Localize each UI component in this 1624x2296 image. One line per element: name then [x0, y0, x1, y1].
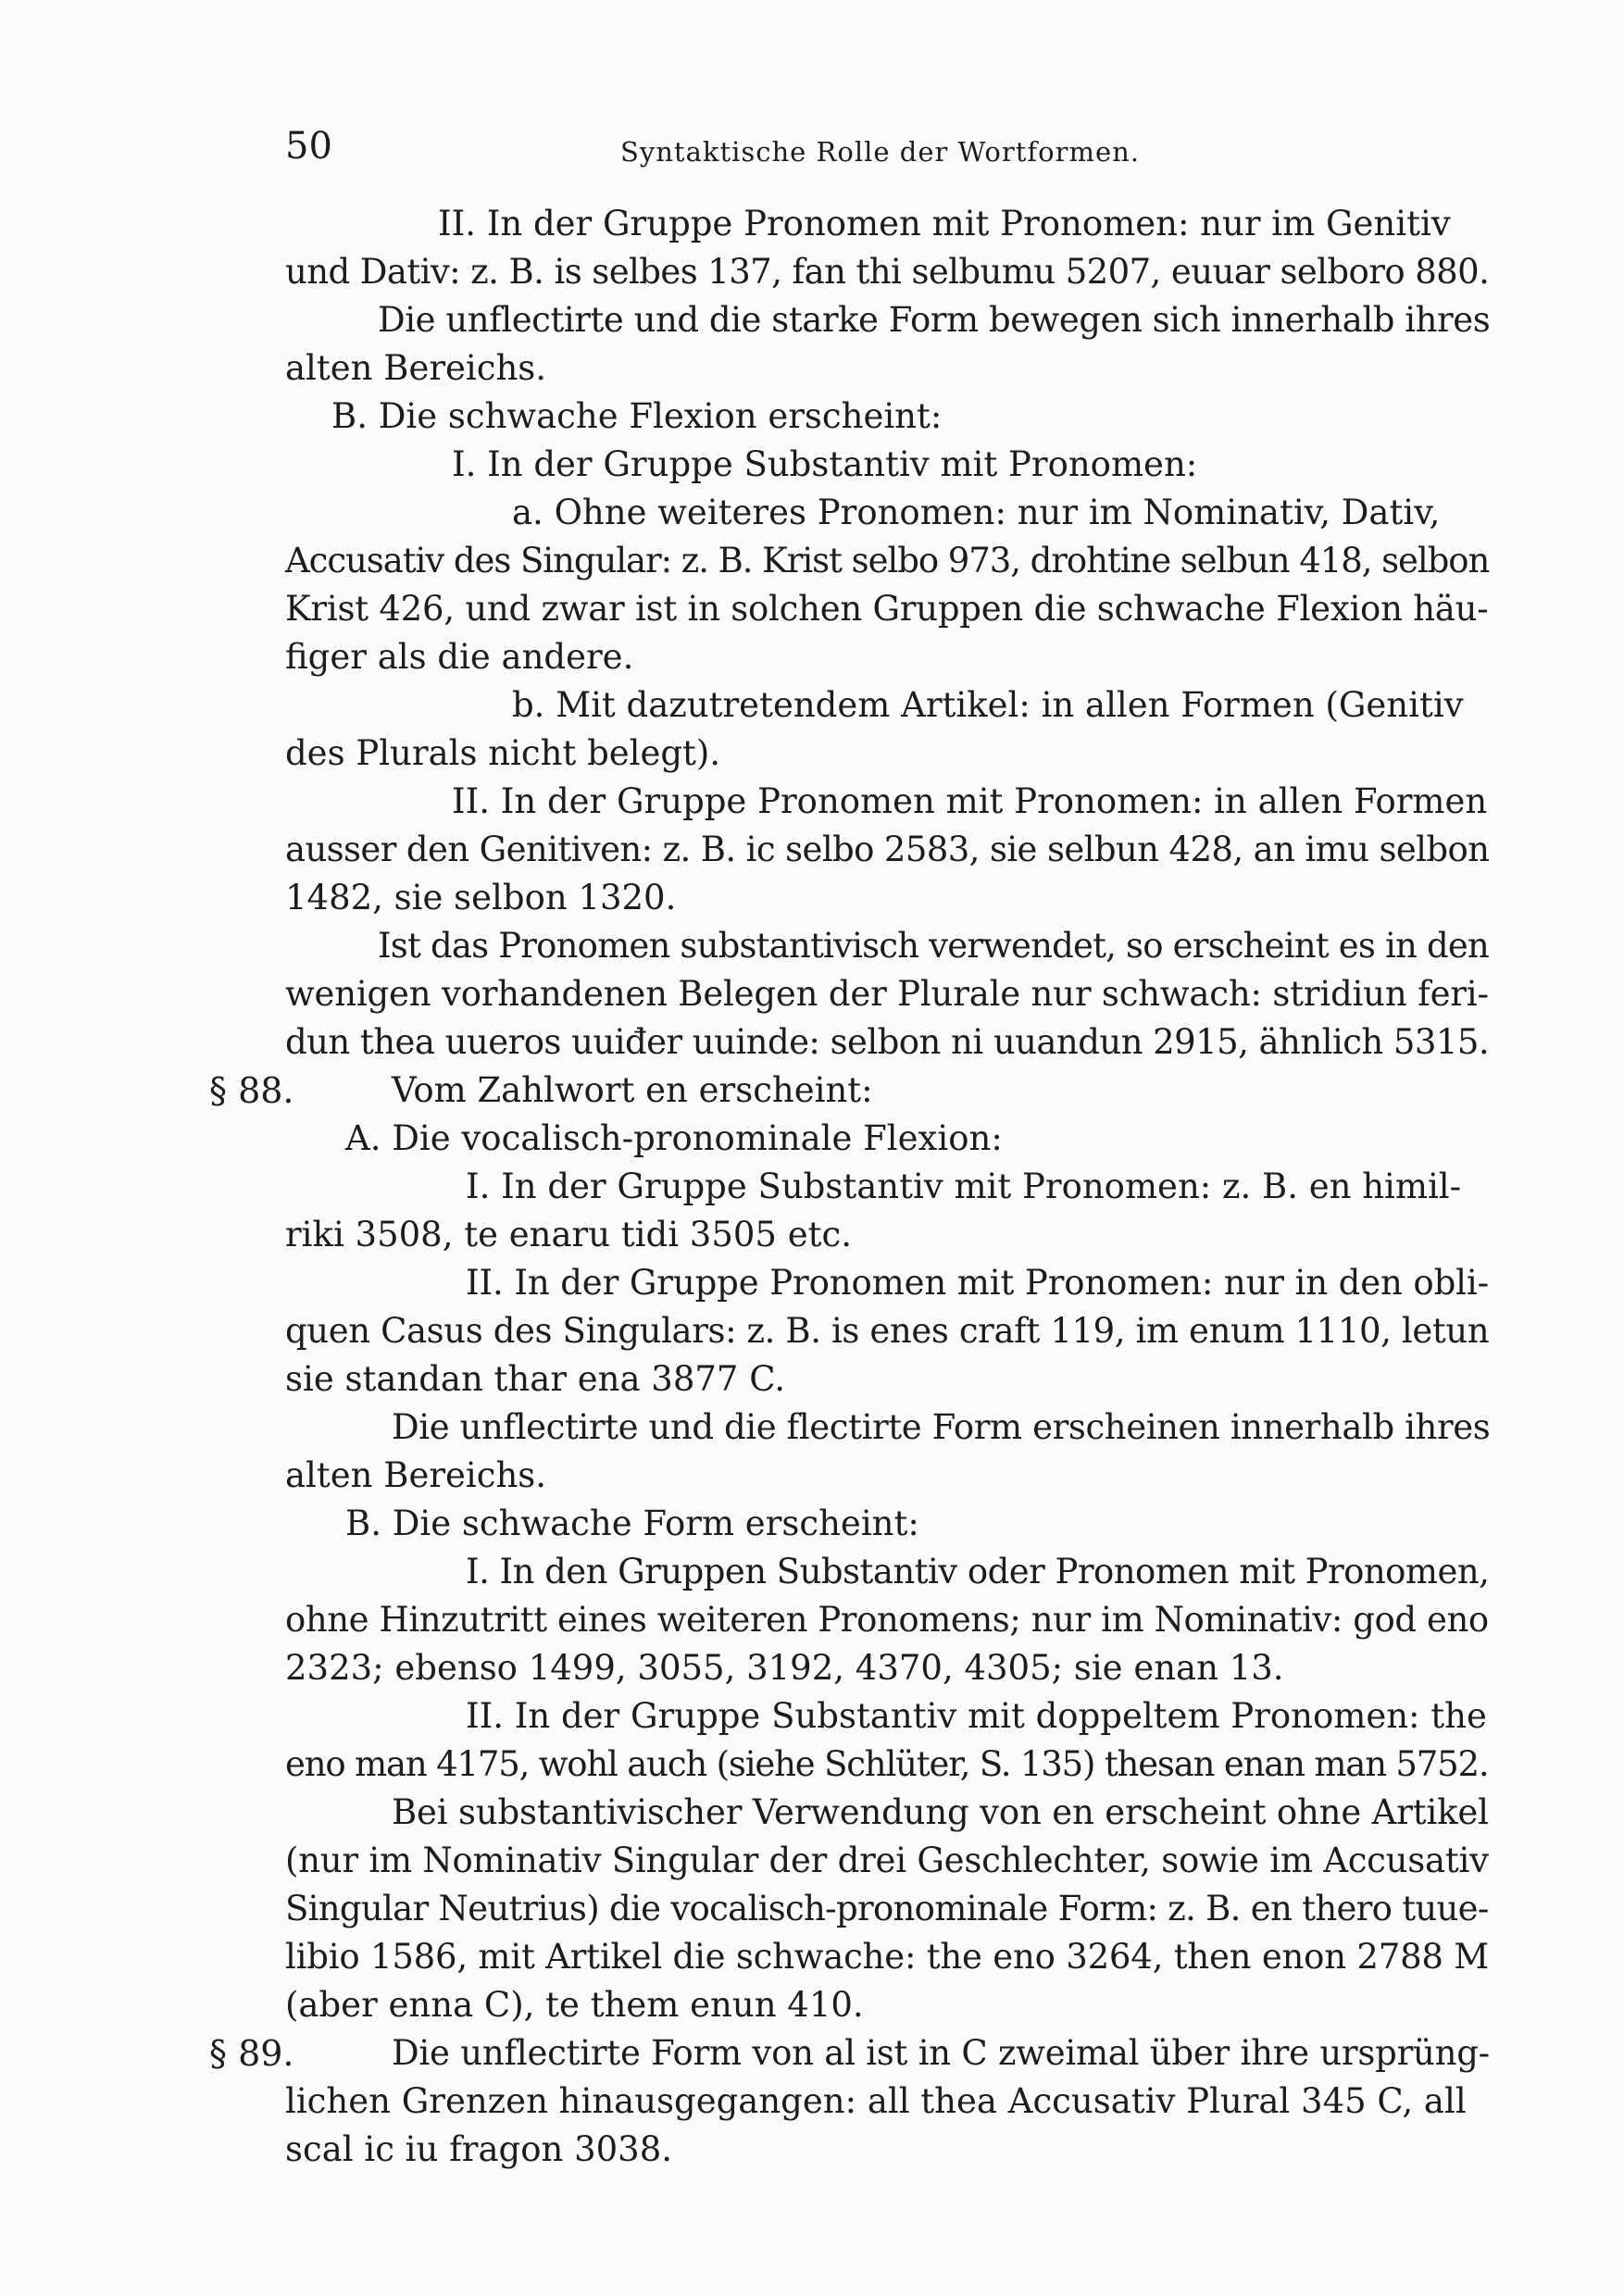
- line-text: eno man 4175, wohl auch (siehe Schlüter, S. 135) thesan enan man 5752.: [285, 1744, 1489, 1784]
- line-text: riki 3508, te enaru tidi 3505 etc.: [285, 1215, 852, 1254]
- line-text: und Dativ: z. B. is selbes 137, fan thi selbumu 5207, euuar selboro 880.: [285, 252, 1490, 292]
- text-line: [285, 1644, 1489, 1692]
- line-text: Ist das Pronomen substantivisch verwendet, so erscheint es in den: [378, 926, 1489, 966]
- text-line: [285, 1741, 1489, 1789]
- line-text: II. In der Gruppe Substantiv mit doppeltem Pronomen: the: [466, 1696, 1487, 1736]
- text-line: [285, 1596, 1489, 1644]
- text-line: [285, 1933, 1489, 1981]
- section-number: § 88.: [209, 1070, 294, 1111]
- text-line: [285, 922, 1489, 970]
- line-text: Die unflectirte und die starke Form bewegen sich innerhalb ihres: [378, 300, 1491, 340]
- text-line: [285, 1500, 1489, 1548]
- text-line: [285, 1548, 1489, 1596]
- line-text: 1482, sie selbon 1320.: [285, 878, 677, 917]
- text-line: [285, 1981, 1489, 2029]
- text-line: [285, 778, 1489, 826]
- line-text: Singular Neutrius) die vocalisch-pronominale Form: z. B. en thero tuue-: [285, 1889, 1489, 1928]
- text-line: [285, 1211, 1489, 1259]
- text-line: [285, 874, 1489, 922]
- line-text: sie standan thar ena 3877 C.: [285, 1359, 785, 1399]
- text-line: [285, 200, 1489, 248]
- text-line: [285, 730, 1489, 778]
- text-line: [285, 296, 1489, 344]
- text-line: [209, 1067, 1489, 1115]
- line-text: II. In der Gruppe Pronomen mit Pronomen: nur in den obli-: [466, 1263, 1490, 1303]
- text-line: [285, 1259, 1489, 1307]
- text-line: [285, 1404, 1489, 1452]
- text-line: [285, 1355, 1489, 1404]
- line-text: Bei substantivischer Verwendung von en erscheint ohne Artikel: [392, 1792, 1489, 1832]
- text-line: [285, 1307, 1489, 1355]
- line-text: (nur im Nominativ Singular der drei Geschlechter, sowie im Accusativ: [285, 1841, 1489, 1880]
- line-text: alten Bereichs.: [285, 348, 547, 388]
- line-text: ohne Hinzutritt eines weiteren Pronomens; nur im Nominativ: god eno: [285, 1600, 1489, 1640]
- line-text: scal ic iu fragon 3038.: [285, 2129, 673, 2169]
- text-line: [285, 1837, 1489, 1885]
- line-text: B. Die schwache Form erscheint:: [345, 1504, 919, 1543]
- text-line: [285, 681, 1489, 730]
- text-line: [285, 489, 1489, 537]
- line-text: ausser den Genitiven: z. B. ic selbo 2583, sie selbun 428, an imu selbon: [285, 830, 1490, 869]
- line-text: alten Bereichs.: [285, 1455, 547, 1495]
- line-text: wenigen vorhandenen Belegen der Plurale nur schwach: stridiun feri-: [285, 974, 1489, 1014]
- text-line: [285, 585, 1489, 633]
- line-text: quen Casus des Singulars: z. B. is enes craft 119, im enum 1110, letun: [285, 1311, 1490, 1351]
- text-line: [285, 970, 1489, 1018]
- section-number: § 89.: [209, 2033, 294, 2074]
- line-text: des Plurals nicht belegt).: [285, 733, 721, 773]
- line-text: I. In der Gruppe Substantiv mit Pronomen: z. B. en himil-: [466, 1167, 1462, 1206]
- line-text: Krist 426, und zwar ist in solchen Gruppen die schwache Flexion häu-: [285, 589, 1489, 629]
- body-text: [209, 200, 1491, 2174]
- text-line: [209, 2029, 1490, 2078]
- text-line: [285, 1163, 1489, 1211]
- text-line: [285, 826, 1489, 874]
- line-text: (aber enna C), te them enun 410.: [285, 1985, 864, 2025]
- line-text: b. Mit dazutretendem Artikel: in allen Formen (Genitiv: [512, 685, 1464, 725]
- line-text: II. In der Gruppe Pronomen mit Pronomen: in allen Formen: [452, 781, 1488, 821]
- text-line: [285, 1885, 1489, 1933]
- text-line: [285, 633, 1489, 681]
- text-line: [285, 1115, 1489, 1163]
- text-line: [285, 1452, 1489, 1500]
- line-text: dun thea uueros uuiđer uuinde: selbon ni uuandun 2915, ähnlich 5315.: [285, 1022, 1490, 1062]
- page-number: 50: [285, 125, 332, 168]
- line-text: II. In der Gruppe Pronomen mit Pronomen: nur im Genitiv: [438, 204, 1451, 243]
- text-line: [285, 393, 1489, 441]
- line-text: Accusativ des Singular: z. B. Krist selbo 973, drohtine selbun 418, selbon: [285, 541, 1490, 580]
- line-text: Vom Zahlwort en erscheint:: [392, 1070, 873, 1110]
- line-text: B. Die schwache Flexion erscheint:: [331, 396, 943, 436]
- line-text: A. Die vocalisch-pronominale Flexion:: [345, 1118, 1003, 1158]
- line-text: 2323; ebenso 1499, 3055, 3192, 4370, 4305; sie enan 13.: [285, 1648, 1284, 1688]
- line-text: libio 1586, mit Artikel die schwache: the eno 3264, then enon 2788 M: [285, 1937, 1489, 1977]
- text-line: [285, 1692, 1489, 1741]
- line-text: figer als die andere.: [285, 637, 634, 677]
- text-line: [285, 2078, 1489, 2126]
- text-line: [285, 537, 1489, 585]
- line-text: I. In den Gruppen Substantiv oder Pronomen mit Pronomen,: [466, 1552, 1490, 1591]
- running-head: Syntaktische Rolle der Wortformen.: [620, 136, 1141, 168]
- text-line: [285, 2126, 1489, 2174]
- line-text: Die unflectirte Form von al ist in C zweimal über ihre ursprüng-: [392, 2033, 1490, 2073]
- text-line: [285, 1789, 1489, 1837]
- line-text: Die unflectirte und die flectirte Form erscheinen innerhalb ihres: [392, 1407, 1491, 1447]
- line-text: lichen Grenzen hinausgegangen: all thea Accusativ Plural 345 C, all: [285, 2081, 1467, 2121]
- line-text: a. Ohne weiteres Pronomen: nur im Nominativ, Dativ,: [512, 493, 1441, 532]
- line-text: I. In der Gruppe Substantiv mit Pronomen:: [452, 444, 1198, 484]
- text-line: [285, 1018, 1489, 1067]
- text-line: [285, 344, 1489, 393]
- text-line: [285, 248, 1489, 296]
- page-header: [285, 122, 1489, 178]
- text-line: [285, 441, 1489, 489]
